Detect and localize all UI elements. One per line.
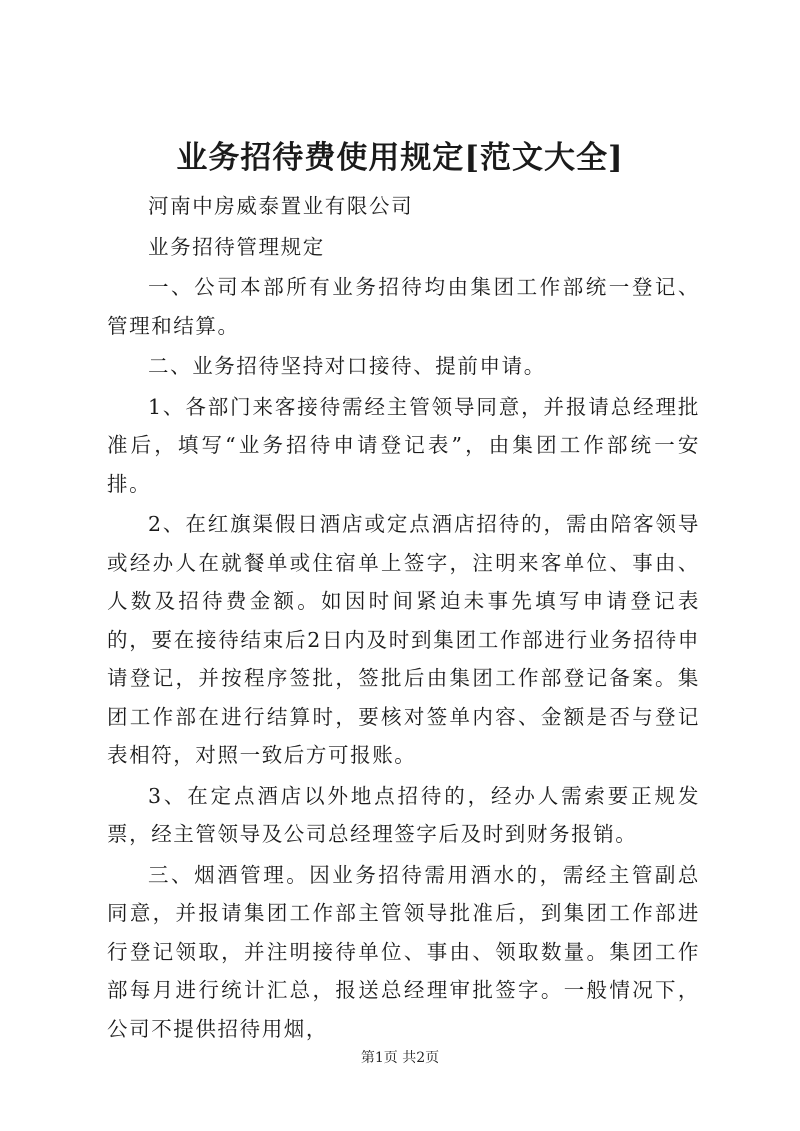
paragraph-item-1: 1、各部门来客接待需经主管领导同意，并报请总经理批准后，填写“业务招待申请登记表”，由集团工作部统一安排。: [107, 394, 700, 496]
paragraph-item-3: 3、在定点酒店以外地点招待的，经办人需索要正规发票，经主管领导及公司总经理签字后及时到财务报销。: [107, 783, 700, 846]
page-footer: 第1页 共2页: [360, 1050, 440, 1066]
document-body: [107, 187, 700, 1050]
paragraph-company-name: 河南中房威泰置业有限公司: [148, 194, 414, 218]
document-title: 业务招待费使用规定[范文大全]: [176, 140, 624, 176]
paragraph-section-1: 一、公司本部所有业务招待均由集团工作部统一登记、管理和结算。: [107, 275, 700, 338]
paragraph-item-2: 2、在红旗渠假日酒店或定点酒店招待的，需由陪客领导或经办人在就餐单或住宿单上签字，注明来客单位、事由、人数及招待费金额。如因时间紧迫未事先填写申请登记表的，要在接待结束后2日内及时到集团工作部进行业务招待申请登记，并按程序签批，签批后由集团工作部登记备案。集团工作部在进行结算时，要核对签单内容、金额是否与登记表相符，对照一致后方可报账。: [107, 512, 700, 767]
paragraph-section-2: 二、业务招待坚持对口接待、提前申请。: [148, 354, 546, 378]
paragraph-section-3: 三、烟酒管理。因业务招待需用酒水的，需经主管副总同意，并报请集团工作部主管领导批准后，到集团工作部进行登记领取，并注明接待单位、事由、领取数量。集团工作部每月进行统计汇总，报送总经理审批签字。一般情况下，公司不提供招待用烟，: [107, 862, 700, 1041]
paragraph-regulation-title: 业务招待管理规定: [148, 234, 325, 259]
